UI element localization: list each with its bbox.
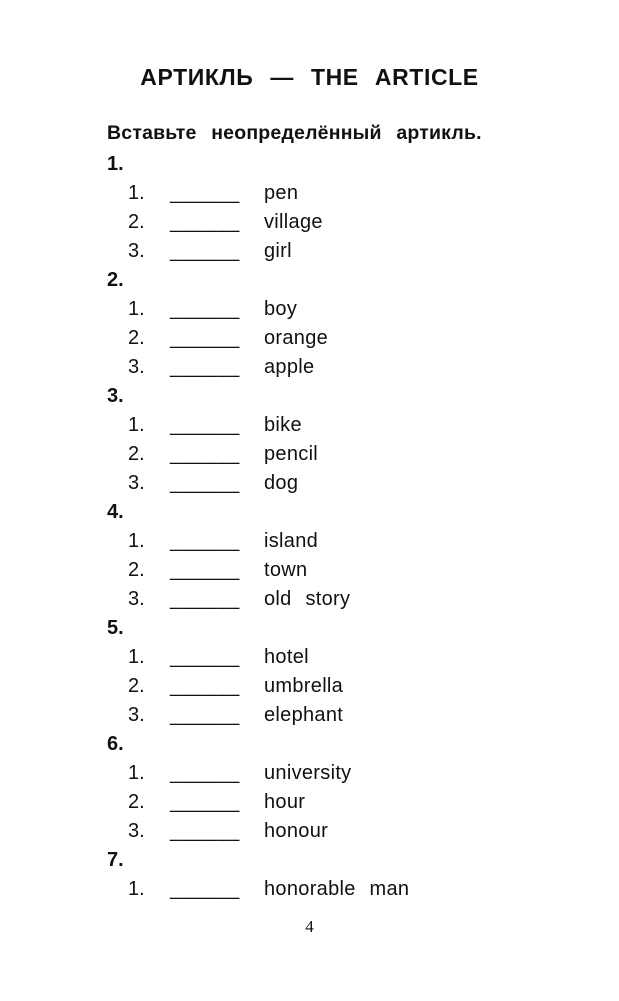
exercise-item <box>0 440 619 469</box>
item-number: 3. <box>128 240 145 262</box>
item-word: hour <box>264 791 306 813</box>
exercise-item <box>0 556 619 585</box>
article-blank: ______ <box>170 820 240 842</box>
item-word: pen <box>264 182 299 204</box>
item-number: 2. <box>128 211 145 233</box>
exercise-item <box>0 469 619 498</box>
item-number: 1. <box>128 530 145 552</box>
item-number: 1. <box>128 182 145 204</box>
exercise-item <box>0 672 619 701</box>
exercise-item <box>0 411 619 440</box>
exercise-item <box>0 759 619 788</box>
item-number: 2. <box>128 443 145 465</box>
item-number: 2. <box>128 791 145 813</box>
item-number: 3. <box>128 472 145 494</box>
item-word: old story <box>264 588 351 610</box>
exercise-item <box>0 875 619 904</box>
article-blank: ______ <box>170 704 240 726</box>
exercise-instruction: Вставьте неопределённый артикль. <box>107 122 482 144</box>
item-word: hotel <box>264 646 309 668</box>
item-word: girl <box>264 240 292 262</box>
item-number: 2. <box>128 559 145 581</box>
article-blank: ______ <box>170 182 240 204</box>
item-word: university <box>264 762 352 784</box>
exercise-item <box>0 324 619 353</box>
page-title: АРТИКЛЬ — THE ARTICLE <box>140 64 479 90</box>
item-number: 1. <box>128 298 145 320</box>
item-word: honorable man <box>264 878 410 900</box>
article-blank: ______ <box>170 646 240 668</box>
item-word: orange <box>264 327 329 349</box>
article-blank: ______ <box>170 588 240 610</box>
item-word: boy <box>264 298 298 320</box>
exercise-group-number: 1. <box>107 153 124 175</box>
exercise-group-number: 7. <box>107 849 124 871</box>
article-blank: ______ <box>170 211 240 233</box>
item-number: 1. <box>128 762 145 784</box>
exercise-item <box>0 788 619 817</box>
article-blank: ______ <box>170 791 240 813</box>
item-number: 3. <box>128 588 145 610</box>
item-number: 2. <box>128 327 145 349</box>
exercise-item <box>0 295 619 324</box>
exercise-group-number: 6. <box>107 733 124 755</box>
exercise-group-number: 5. <box>107 617 124 639</box>
article-blank: ______ <box>170 762 240 784</box>
exercise-item <box>0 643 619 672</box>
item-number: 2. <box>128 675 145 697</box>
exercise-item <box>0 527 619 556</box>
item-word: elephant <box>264 704 344 726</box>
exercise-item <box>0 817 619 846</box>
item-word: town <box>264 559 308 581</box>
item-word: village <box>264 211 323 233</box>
item-word: dog <box>264 472 299 494</box>
item-number: 3. <box>128 356 145 378</box>
item-number: 1. <box>128 878 145 900</box>
article-blank: ______ <box>170 559 240 581</box>
item-word: bike <box>264 414 302 436</box>
article-blank: ______ <box>170 240 240 262</box>
page-number: 4 <box>305 917 314 936</box>
article-blank: ______ <box>170 356 240 378</box>
exercise-item <box>0 585 619 614</box>
exercise-list <box>0 150 619 904</box>
item-number: 3. <box>128 704 145 726</box>
exercise-item <box>0 701 619 730</box>
item-word: apple <box>264 356 315 378</box>
exercise-group-number: 4. <box>107 501 124 523</box>
article-blank: ______ <box>170 298 240 320</box>
exercise-item <box>0 208 619 237</box>
item-word: umbrella <box>264 675 344 697</box>
item-word: island <box>264 530 319 552</box>
article-blank: ______ <box>170 472 240 494</box>
article-blank: ______ <box>170 414 240 436</box>
exercise-item <box>0 179 619 208</box>
exercise-item <box>0 237 619 266</box>
exercise-item <box>0 353 619 382</box>
article-blank: ______ <box>170 530 240 552</box>
item-word: pencil <box>264 443 319 465</box>
article-blank: ______ <box>170 675 240 697</box>
item-number: 1. <box>128 646 145 668</box>
article-blank: ______ <box>170 878 240 900</box>
item-word: honour <box>264 820 329 842</box>
exercise-group-number: 2. <box>107 269 124 291</box>
article-blank: ______ <box>170 327 240 349</box>
article-blank: ______ <box>170 443 240 465</box>
item-number: 3. <box>128 820 145 842</box>
exercise-group-number: 3. <box>107 385 124 407</box>
item-number: 1. <box>128 414 145 436</box>
